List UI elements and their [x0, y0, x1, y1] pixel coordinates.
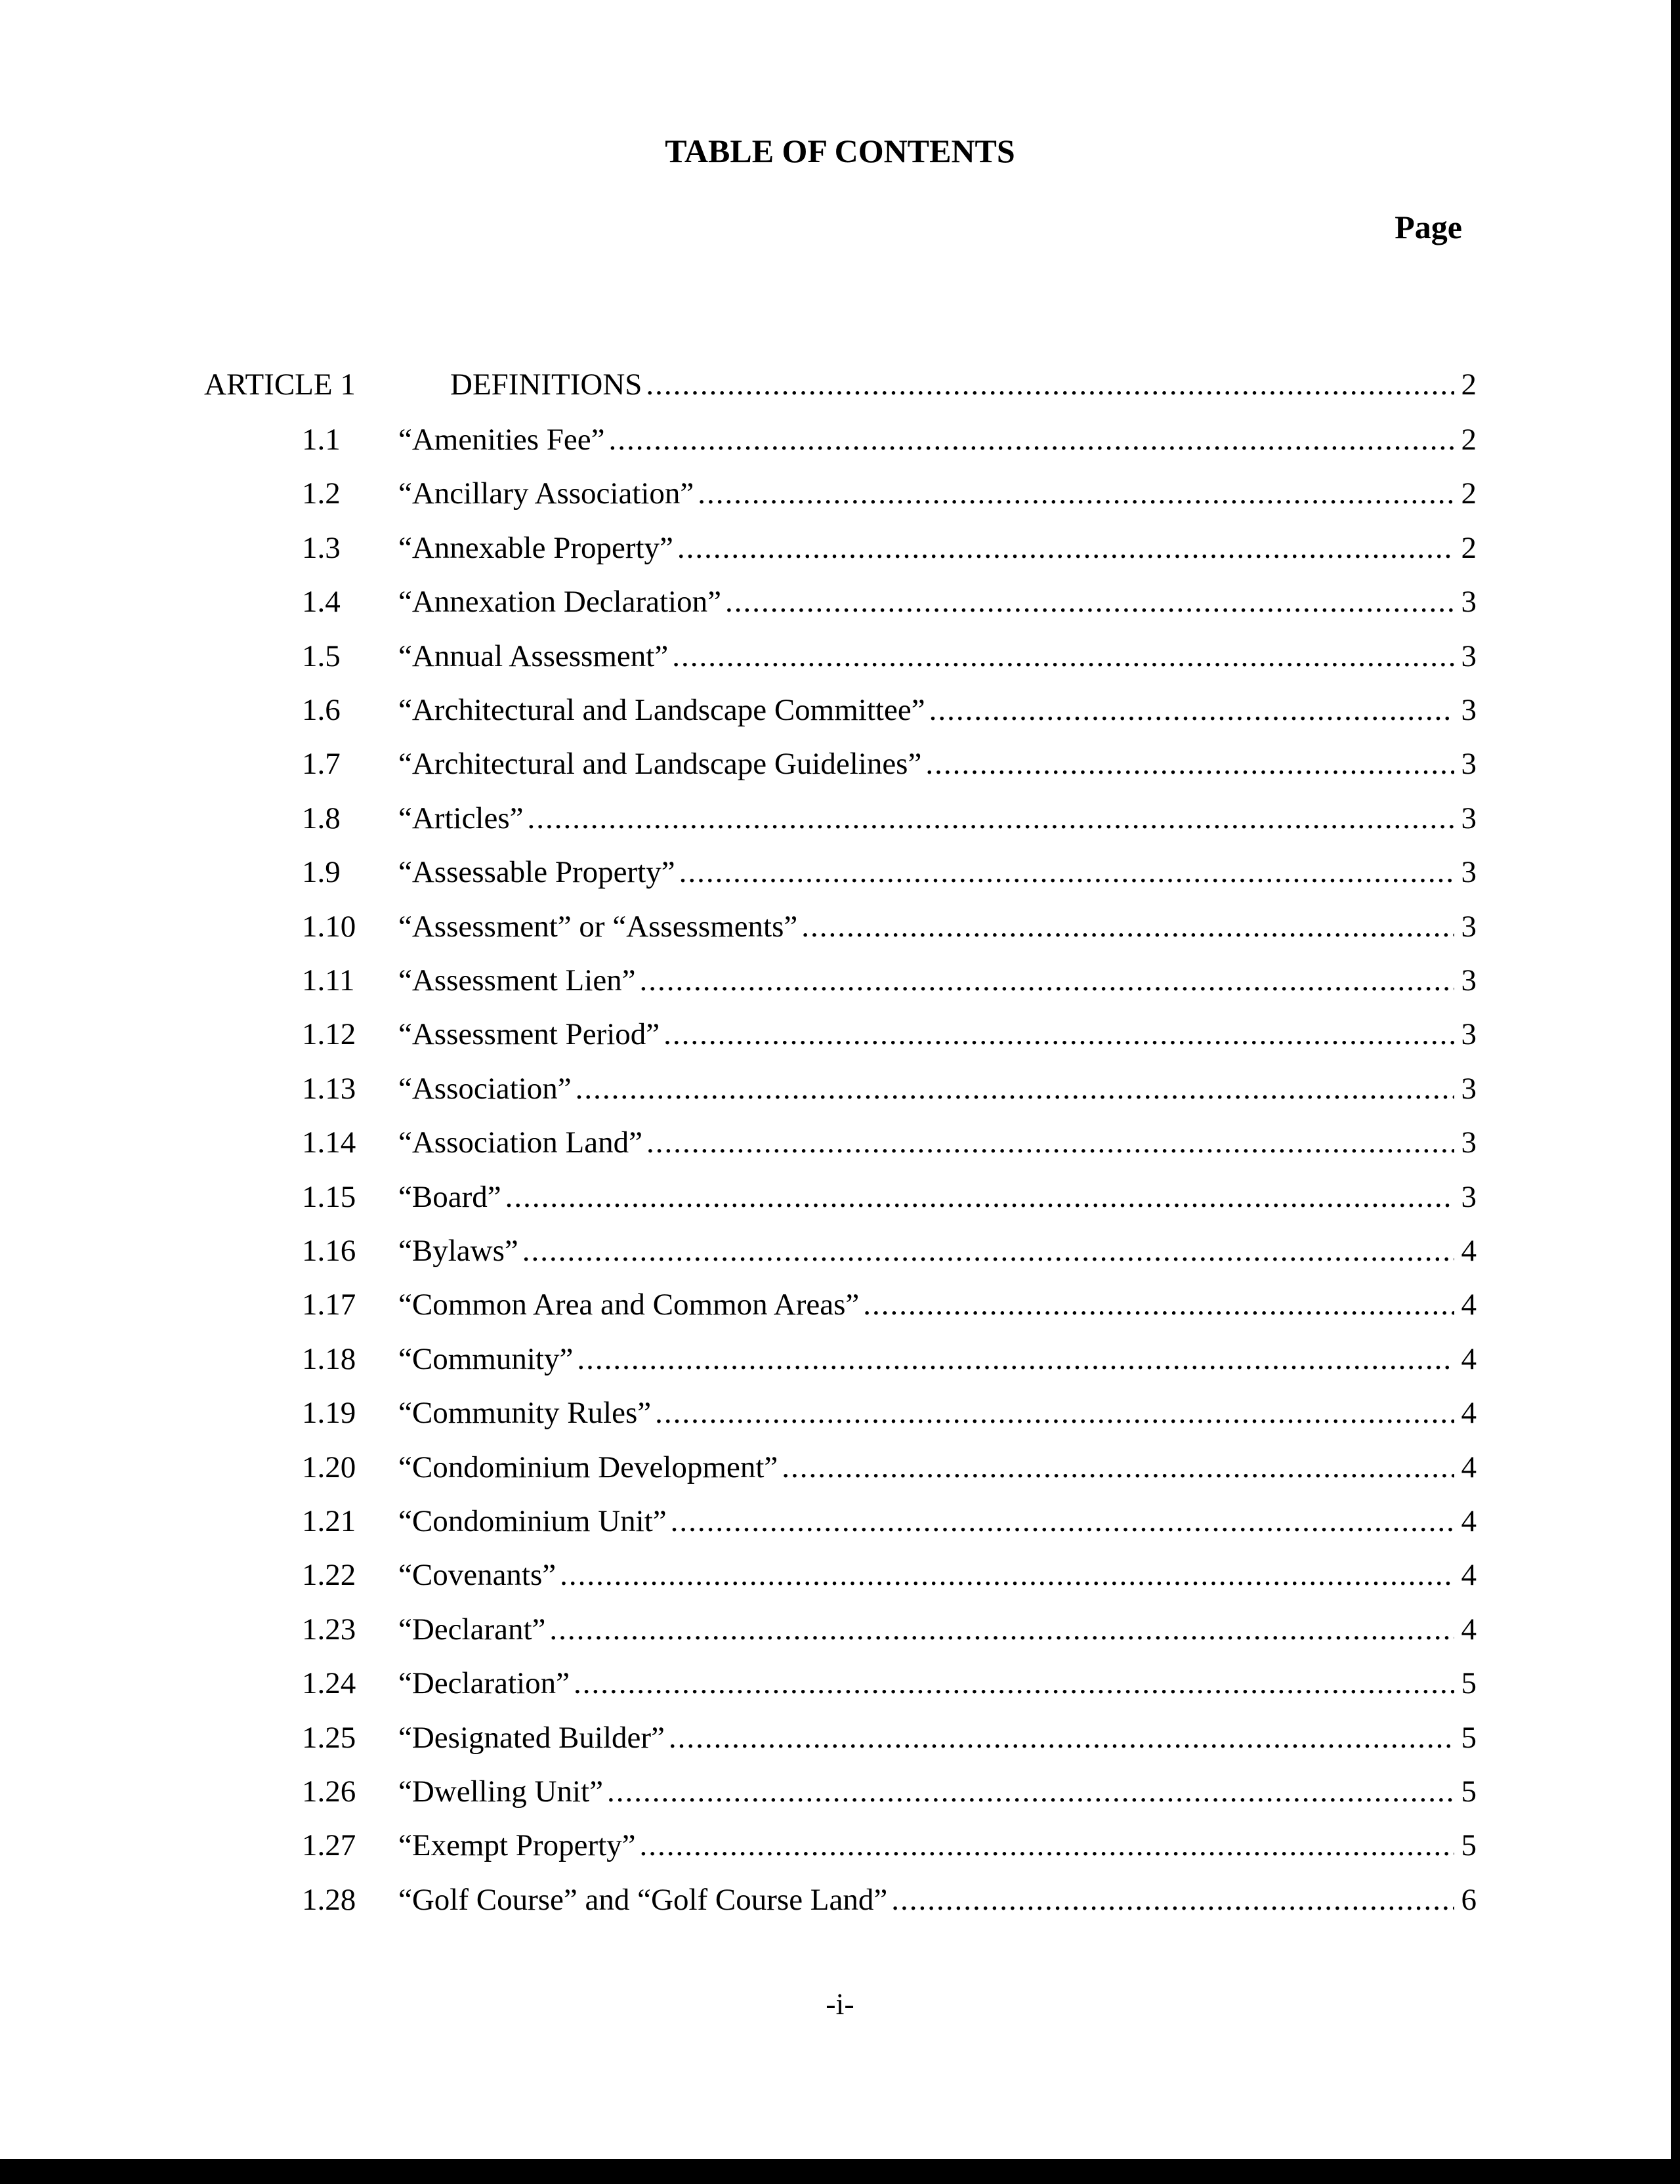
section-page-number: 3 [1461, 963, 1477, 998]
section-page-number: 3 [1461, 855, 1477, 890]
dot-leader [677, 528, 1454, 568]
dot-leader [646, 1123, 1454, 1162]
section-page-number: 2 [1461, 530, 1477, 565]
section-title: “Community” [398, 1341, 574, 1376]
section-page-number: 3 [1461, 801, 1477, 835]
section-page-number: 2 [1461, 423, 1477, 457]
dot-leader [782, 1448, 1454, 1487]
section-number: 1.25 [302, 1720, 356, 1755]
toc-row[interactable] [0, 1664, 1680, 1703]
toc-row[interactable] [0, 637, 1680, 676]
dot-leader [863, 1285, 1454, 1324]
section-page-number: 3 [1461, 585, 1477, 620]
section-title: “Designated Builder” [398, 1720, 665, 1755]
dot-leader [672, 637, 1454, 676]
toc-row[interactable] [0, 1718, 1680, 1757]
section-number: 1.5 [302, 639, 341, 673]
section-title: “Annual Assessment” [398, 639, 669, 673]
article-number: ARTICLE 1 [204, 368, 356, 402]
section-title: “Declaration” [398, 1666, 570, 1701]
section-title: “Exempt Property” [398, 1828, 636, 1863]
section-page-number: 5 [1461, 1828, 1477, 1863]
toc-row[interactable] [0, 799, 1680, 838]
section-number: 1.12 [302, 1017, 356, 1052]
section-page-number: 3 [1461, 1179, 1477, 1214]
section-page-number: 3 [1461, 639, 1477, 673]
section-number: 1.19 [302, 1396, 356, 1431]
section-number: 1.9 [302, 855, 341, 890]
section-title: “Association Land” [398, 1125, 642, 1160]
section-title: “Assessable Property” [398, 855, 675, 890]
dot-leader [607, 1772, 1454, 1811]
dot-leader [679, 852, 1454, 892]
section-title: “Annexable Property” [398, 530, 673, 565]
section-number: 1.15 [302, 1179, 356, 1214]
section-number: 1.26 [302, 1774, 356, 1809]
toc-row[interactable] [0, 961, 1680, 1000]
section-title: “Condominium Development” [398, 1450, 778, 1484]
section-number: 1.11 [302, 963, 355, 998]
section-page-number: 5 [1461, 1666, 1477, 1701]
dot-leader [576, 1069, 1454, 1108]
section-title: “Dwelling Unit” [398, 1774, 603, 1809]
dot-leader [801, 907, 1454, 946]
dot-leader [577, 1339, 1454, 1379]
dot-leader [725, 582, 1454, 621]
dot-leader [528, 799, 1454, 838]
dot-leader [640, 1826, 1454, 1865]
dot-leader [698, 474, 1454, 513]
dot-leader [640, 961, 1454, 1000]
section-title: “Condominium Unit” [398, 1504, 667, 1538]
section-page-number: 4 [1461, 1396, 1477, 1431]
section-page-number: 3 [1461, 1071, 1477, 1106]
section-number: 1.28 [302, 1882, 356, 1917]
section-number: 1.17 [302, 1288, 356, 1322]
section-title: “Covenants” [398, 1558, 556, 1593]
section-number: 1.6 [302, 693, 341, 727]
section-page-number: 2 [1461, 476, 1477, 511]
toc-row[interactable] [0, 1826, 1680, 1865]
section-number: 1.13 [302, 1071, 356, 1106]
section-page-number: 3 [1461, 1125, 1477, 1160]
section-page-number: 4 [1461, 1288, 1477, 1322]
section-title: “Articles” [398, 801, 524, 835]
toc-row[interactable] [0, 1339, 1680, 1379]
section-number: 1.4 [302, 585, 341, 620]
toc-row[interactable] [0, 420, 1680, 459]
dot-leader [646, 365, 1454, 404]
dot-leader [663, 1015, 1454, 1054]
section-title: “Annexation Declaration” [398, 585, 721, 620]
document-title: TABLE OF CONTENTS [665, 133, 1015, 169]
section-number: 1.2 [302, 476, 341, 511]
dot-leader [560, 1555, 1454, 1595]
toc-row[interactable] [0, 1177, 1680, 1217]
section-title: “Golf Course” and “Golf Course Land” [398, 1882, 888, 1917]
section-title: “Architectural and Landscape Committee” [398, 693, 925, 727]
article-page-number: 2 [1461, 368, 1477, 402]
section-page-number: 3 [1461, 747, 1477, 782]
toc-article-row[interactable] [0, 365, 1680, 404]
section-number: 1.3 [302, 530, 341, 565]
dot-leader [609, 420, 1454, 459]
dot-leader [669, 1718, 1454, 1757]
section-page-number: 6 [1461, 1882, 1477, 1917]
toc-row[interactable] [0, 474, 1680, 513]
toc-row[interactable] [0, 907, 1680, 946]
toc-row[interactable] [0, 1772, 1680, 1811]
section-number: 1.14 [302, 1125, 356, 1160]
toc-row[interactable] [0, 1502, 1680, 1541]
section-title: “Declarant” [398, 1612, 546, 1647]
section-page-number: 4 [1461, 1450, 1477, 1484]
section-number: 1.16 [302, 1234, 356, 1268]
section-number: 1.18 [302, 1341, 356, 1376]
section-page-number: 5 [1461, 1774, 1477, 1809]
section-number: 1.7 [302, 747, 341, 782]
toc-row[interactable] [0, 1610, 1680, 1649]
section-number: 1.24 [302, 1666, 356, 1701]
section-number: 1.20 [302, 1450, 356, 1484]
toc-row[interactable] [0, 1448, 1680, 1487]
section-title: “Bylaws” [398, 1234, 518, 1268]
toc-row[interactable] [0, 852, 1680, 892]
toc-row[interactable] [0, 1285, 1680, 1324]
section-page-number: 4 [1461, 1612, 1477, 1647]
toc-row[interactable] [0, 1231, 1680, 1270]
section-title: “Association” [398, 1071, 572, 1106]
dot-leader [505, 1177, 1454, 1217]
dot-leader [522, 1231, 1454, 1270]
toc-row[interactable] [0, 1555, 1680, 1595]
section-page-number: 4 [1461, 1504, 1477, 1538]
dot-leader [891, 1880, 1454, 1920]
section-title: “Ancillary Association” [398, 476, 694, 511]
toc-row[interactable] [0, 1393, 1680, 1433]
section-title: “Architectural and Landscape Guidelines” [398, 747, 922, 782]
toc-row[interactable] [0, 690, 1680, 730]
section-title: “Board” [398, 1179, 501, 1214]
section-title: “Community Rules” [398, 1396, 652, 1431]
toc-row[interactable] [0, 582, 1680, 621]
section-title: “Assessment Lien” [398, 963, 636, 998]
toc-row[interactable] [0, 1880, 1680, 1920]
toc-row[interactable] [0, 1015, 1680, 1054]
toc-row[interactable] [0, 1069, 1680, 1108]
toc-row[interactable] [0, 528, 1680, 568]
section-number: 1.22 [302, 1558, 356, 1593]
section-page-number: 3 [1461, 693, 1477, 727]
dot-leader [925, 744, 1454, 784]
section-number: 1.27 [302, 1828, 356, 1863]
section-title: “Amenities Fee” [398, 423, 605, 457]
page-footer-number: -i- [826, 1987, 854, 2021]
toc-row[interactable] [0, 744, 1680, 784]
toc-row[interactable] [0, 1123, 1680, 1162]
section-number: 1.10 [302, 909, 356, 944]
section-page-number: 4 [1461, 1558, 1477, 1593]
section-page-number: 5 [1461, 1720, 1477, 1755]
section-number: 1.21 [302, 1504, 356, 1538]
section-title: “Assessment” or “Assessments” [398, 909, 798, 944]
section-number: 1.8 [302, 801, 341, 835]
dot-leader [574, 1664, 1454, 1703]
dot-leader [929, 690, 1454, 730]
page-column-label: Page [1395, 209, 1462, 245]
section-number: 1.23 [302, 1612, 356, 1647]
section-page-number: 4 [1461, 1341, 1477, 1376]
section-title: “Common Area and Common Areas” [398, 1288, 860, 1322]
section-title: “Assessment Period” [398, 1017, 660, 1052]
section-page-number: 3 [1461, 1017, 1477, 1052]
section-number: 1.1 [302, 423, 341, 457]
section-page-number: 3 [1461, 909, 1477, 944]
dot-leader [655, 1393, 1454, 1433]
section-page-number: 4 [1461, 1234, 1477, 1268]
article-title: DEFINITIONS [450, 368, 642, 402]
dot-leader [549, 1610, 1454, 1649]
dot-leader [671, 1502, 1454, 1541]
